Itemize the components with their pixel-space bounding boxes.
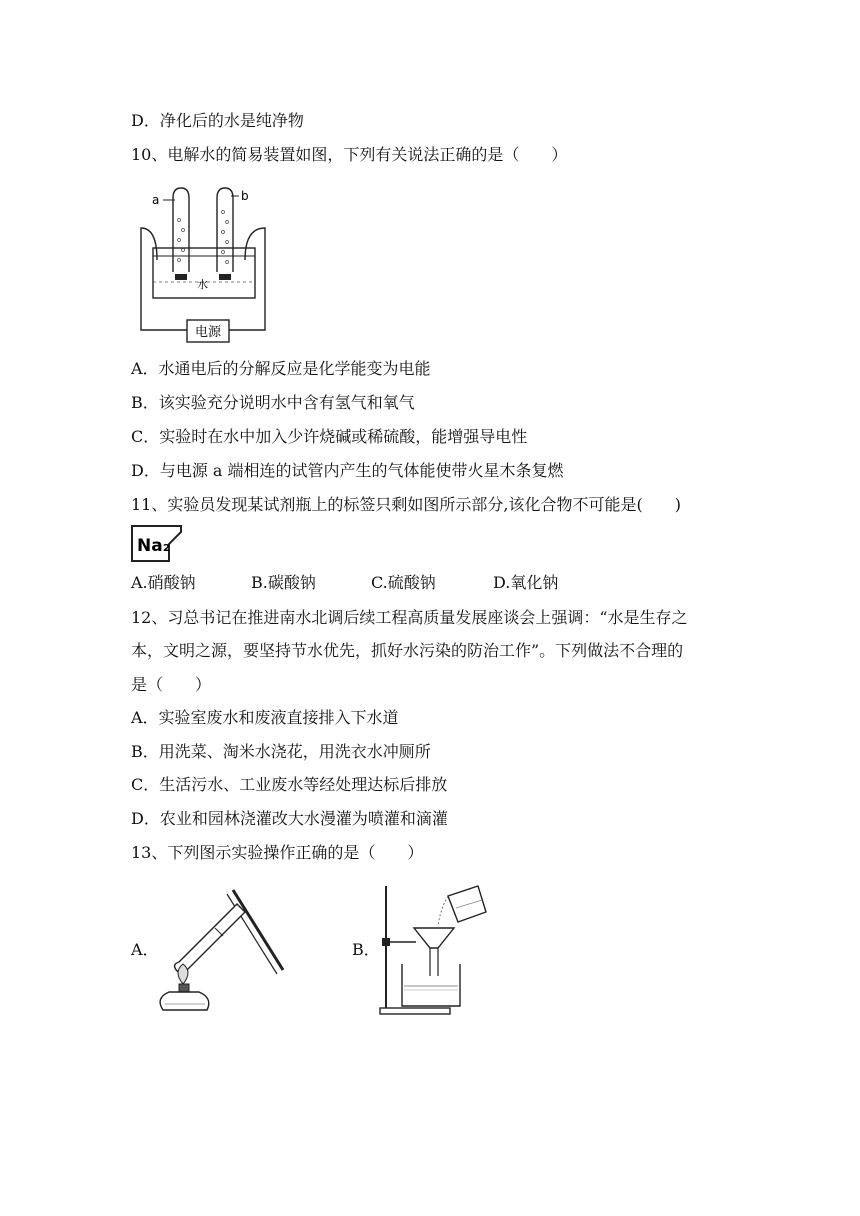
torn-label-figure bbox=[131, 524, 183, 564]
q11-option-c: C.硫酸钠 bbox=[371, 573, 436, 592]
q12-stem-line2: 本，文明之源，要坚持节水优先，抓好水污染的防治工作”。下列做法不合理的 bbox=[131, 641, 684, 660]
q10-option-b: B．该实验充分说明水中含有氢气和氧气 bbox=[131, 393, 415, 412]
q12-stem-line3: 是（ ） bbox=[131, 675, 212, 694]
q10-label-a: a bbox=[152, 193, 160, 207]
q10-label-b: b bbox=[241, 189, 249, 203]
q12-option-d: D．农业和园林浇灌改大水漫灌为喷灌和滴灌 bbox=[131, 809, 448, 828]
q12-option-a: A．实验室废水和废液直接排入下水道 bbox=[131, 708, 399, 727]
q10-power-label: 电源 bbox=[194, 325, 222, 340]
q10-option-a: A．水通电后的分解反应是化学能变为电能 bbox=[131, 359, 431, 378]
filtration-figure bbox=[378, 882, 490, 1017]
q11-options bbox=[131, 573, 558, 593]
q13-option-a-label: A． bbox=[131, 940, 159, 959]
heating-test-tube-figure bbox=[155, 884, 285, 1019]
q11-option-a: A.硝酸钠 bbox=[131, 573, 196, 592]
q10-water-label: 水 bbox=[197, 278, 208, 291]
electrolysis-apparatus-figure bbox=[135, 180, 275, 345]
q10-option-c: C．实验时在水中加入少许烧碱或稀硫酸，能增强导电性 bbox=[131, 427, 528, 446]
q12-stem-line1: 12、习总书记在推进南水北调后续工程高质量发展座谈会上强调：“水是生存之 bbox=[131, 608, 688, 627]
q11-label-text: Na₂ bbox=[137, 536, 171, 556]
q10-stem: 10、电解水的简易装置如图，下列有关说法正确的是（ ） bbox=[131, 145, 568, 164]
q13-option-b-label: B． bbox=[352, 940, 380, 959]
q11-option-b: B.碳酸钠 bbox=[251, 573, 316, 592]
q11-stem: 11、实验员发现某试剂瓶上的标签只剩如图所示部分,该化合物不可能是( ) bbox=[131, 495, 681, 514]
q12-option-c: C．生活污水、工业废水等经处理达标后排放 bbox=[131, 775, 448, 794]
q9-option-d: D．净化后的水是纯净物 bbox=[131, 111, 304, 130]
q12-option-b: B．用洗菜、淘米水浇花，用洗衣水冲厕所 bbox=[131, 742, 431, 761]
q10-option-d: D．与电源 a 端相连的试管内产生的气体能使带火星木条复燃 bbox=[131, 461, 564, 480]
q13-stem: 13、下列图示实验操作正确的是（ ） bbox=[131, 843, 424, 862]
q11-option-d: D.氧化钠 bbox=[493, 573, 559, 592]
